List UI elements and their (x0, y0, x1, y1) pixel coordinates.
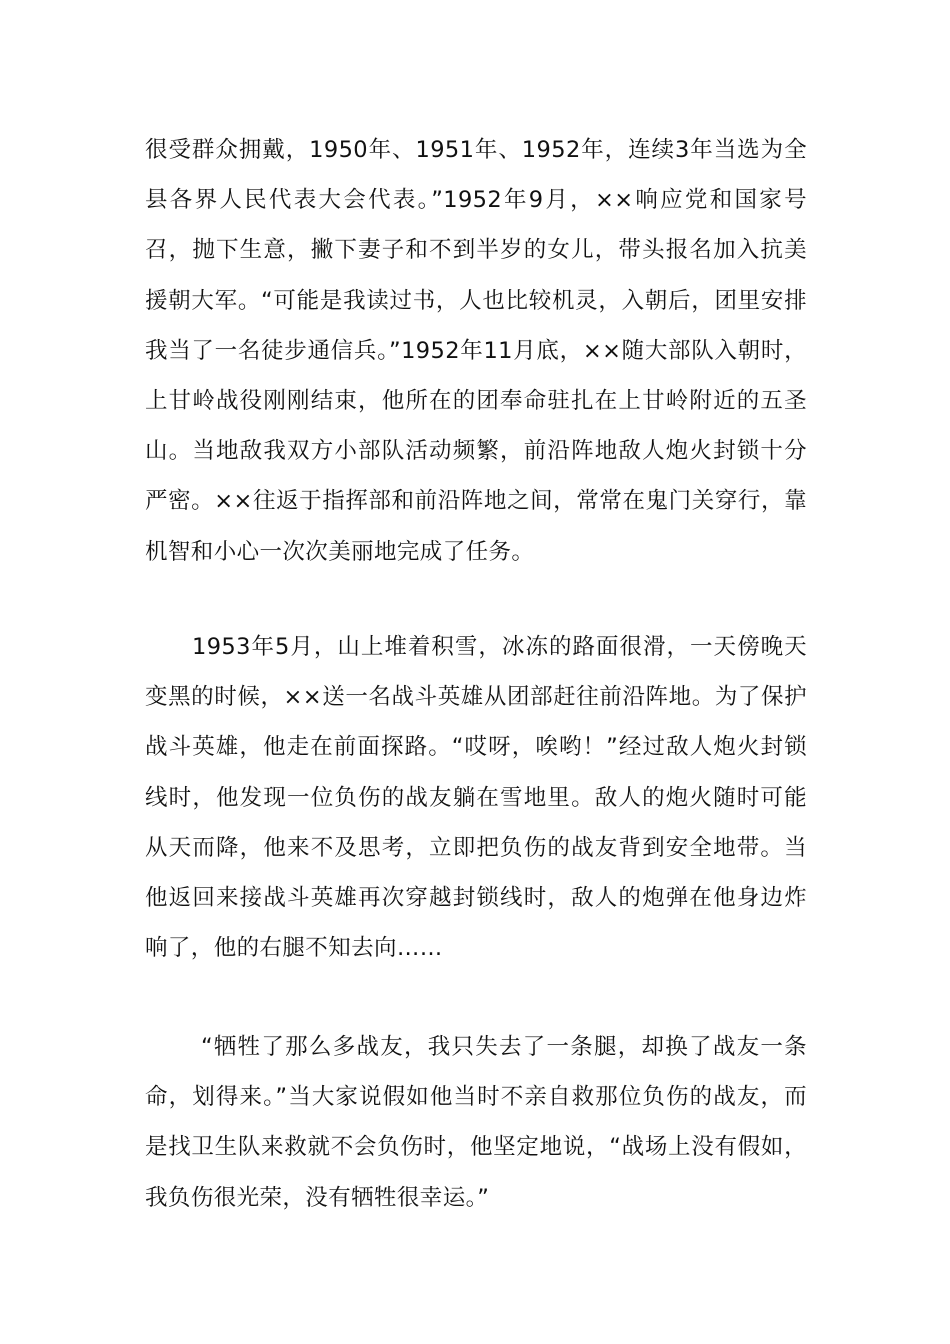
paragraph-2: 1953年5月，山上堆着积雪，冰冻的路面很滑，一天傍晚天变黑的时候，××送一名战斗英雄从团部赶往前沿阵地。为了保护战斗英雄，他走在前面探路。“哎呀，唉哟！”经过敌人炮火封锁线时，他发现一位负伤的战友躺在雪地里。敌人的炮火随时可能从天而降，他来不及思考，立即把负伤的战友背到安全地带。当他返回来接战斗英雄再次穿越封锁线时，敌人的炮弹在他身边炸响了，他的右腿不知去向…… (145, 634, 807, 962)
paragraph-3: “牺牲了那么多战友，我只失去了一条腿，却换了战友一条命，划得来。”当大家说假如他当时不亲自救那位负伤的战友，而是找卫生队来救就不会负伤时，他坚定地说，“战场上没有假如，我负伤很光荣，没有牺牲很幸运。” (145, 1034, 807, 1211)
paragraph-1: 很受群众拥戴，1950年、1951年、1952年，连续3年当选为全县各界人民代表大会代表。”1952年9月，××响应党和国家号召，抛下生意，撇下妻子和不到半岁的女儿，带头报名加入抗美援朝大军。“可能是我读过书，人也比较机灵，入朝后，团里安排我当了一名徒步通信兵。”1952年11月底，××随大部队入朝时，上甘岭战役刚刚结束，他所在的团奉命驻扎在上甘岭附近的五圣山。当地敌我双方小部队活动频繁，前沿阵地敌人炮火封锁十分严密。××往返于指挥部和前沿阵地之间，常常在鬼门关穿行，靠机智和小心一次次美丽地完成了任务。 (145, 137, 807, 565)
